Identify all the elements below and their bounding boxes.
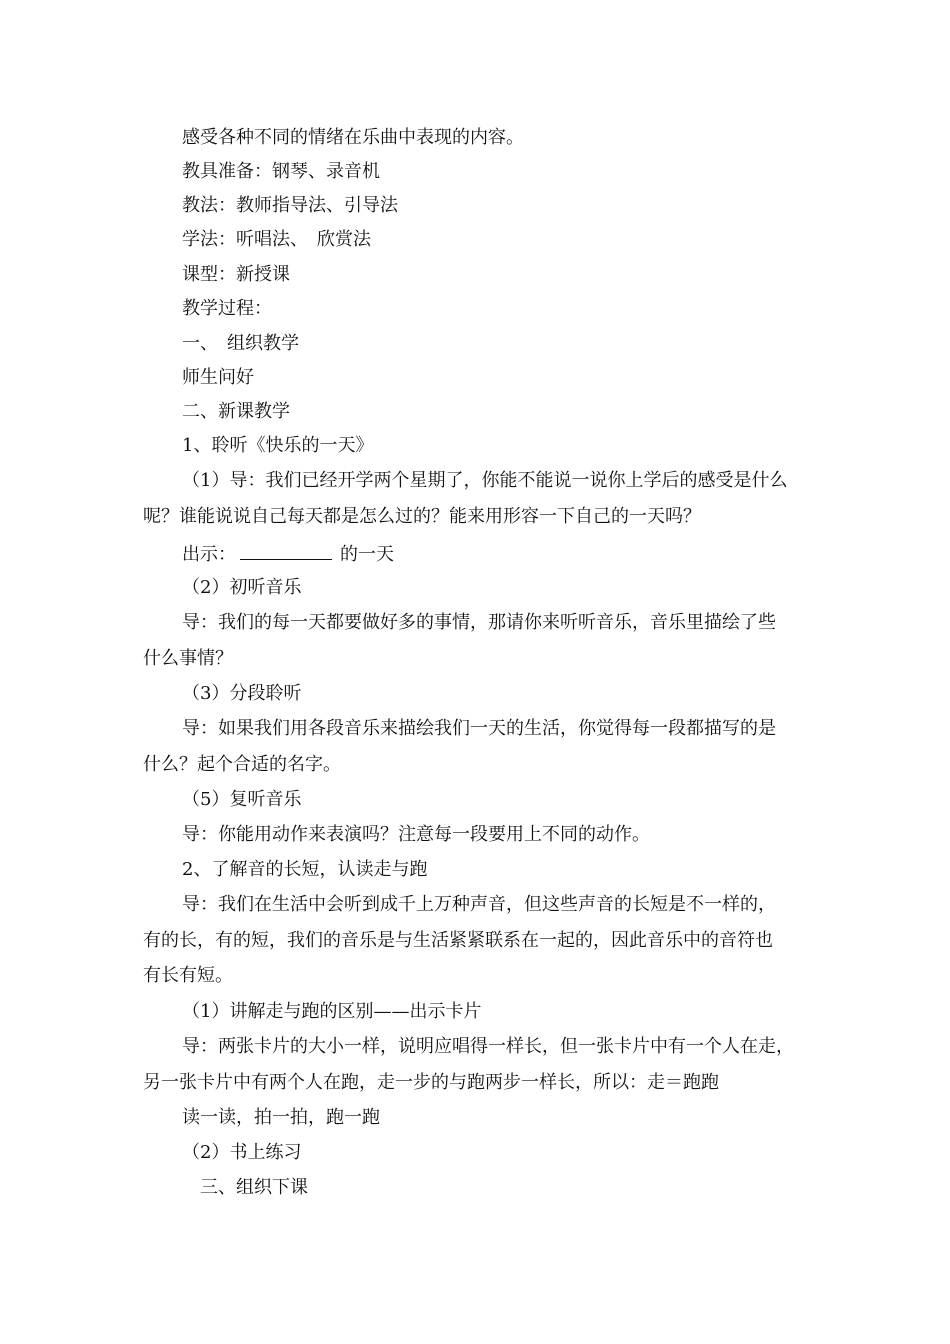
text-line: （3）分段聆听 <box>182 683 302 704</box>
text-line: 课型：新授课 <box>182 264 290 285</box>
text-line: （2）书上练习 <box>182 1142 302 1163</box>
text-line: 2、了解音的长短，认读走与跑 <box>182 859 428 880</box>
fill-in-blank <box>240 541 332 560</box>
text-line: 1、聆听《快乐的一天》 <box>182 435 374 456</box>
text-line: 导：我们在生活中会听到成千上万种声音，但这些声音的长短是不一样的， <box>182 894 776 915</box>
text-line: 导：如果我们用各段音乐来描绘我们一天的生活，你觉得每一段都描写的是 <box>182 718 776 739</box>
text-line: （2）初听音乐 <box>182 577 302 598</box>
text-line: 呢？谁能说说自己每天都是怎么过的？能来用形容一下自己的一天吗？ <box>143 506 701 527</box>
text-line: 导：两张卡片的大小一样，说明应唱得一样长，但一张卡片中有一个人在走， <box>182 1036 794 1057</box>
text-line: （5）复听音乐 <box>182 789 302 810</box>
text-line: 教具准备：钢琴、录音机 <box>182 161 380 182</box>
text-line: 有的长，有的短，我们的音乐是与生活紧紧联系在一起的，因此音乐中的音符也 <box>143 930 773 951</box>
section-heading: 一、 组织教学 <box>182 333 299 354</box>
text-line: 什么？起个合适的名字。 <box>143 754 341 775</box>
section-heading: 二、新课教学 <box>182 401 290 422</box>
text-line: 师生问好 <box>182 367 254 388</box>
text-line-with-blank <box>182 541 394 567</box>
text-line: 导：你能用动作来表演吗？注意每一段要用上不同的动作。 <box>182 824 650 845</box>
text-line: 教学过程： <box>182 298 272 319</box>
text-line: 有长有短。 <box>143 965 233 986</box>
text-line: 学法：听唱法、 欣赏法 <box>182 229 371 250</box>
text-line: （1）导：我们已经开学两个星期了，你能不能说一说你上学后的感受是什么 <box>182 470 788 491</box>
text-segment: 出示： <box>182 544 236 565</box>
text-line: （1）讲解走与跑的区别——出示卡片 <box>182 1001 482 1022</box>
text-segment: 的一天 <box>340 544 394 565</box>
text-line: 另一张卡片中有两个人在跑，走一步的与跑两步一样长，所以：走＝跑跑 <box>143 1072 719 1093</box>
text-line: 什么事情？ <box>143 648 233 669</box>
text-line: 教法：教师指导法、引导法 <box>182 195 398 216</box>
text-line: 感受各种不同的情绪在乐曲中表现的内容。 <box>182 127 524 148</box>
section-heading: 三、组织下课 <box>200 1177 308 1198</box>
text-line: 读一读，拍一拍，跑一跑 <box>182 1107 380 1128</box>
text-line: 导：我们的每一天都要做好多的事情，那请你来听听音乐，音乐里描绘了些 <box>182 612 776 633</box>
